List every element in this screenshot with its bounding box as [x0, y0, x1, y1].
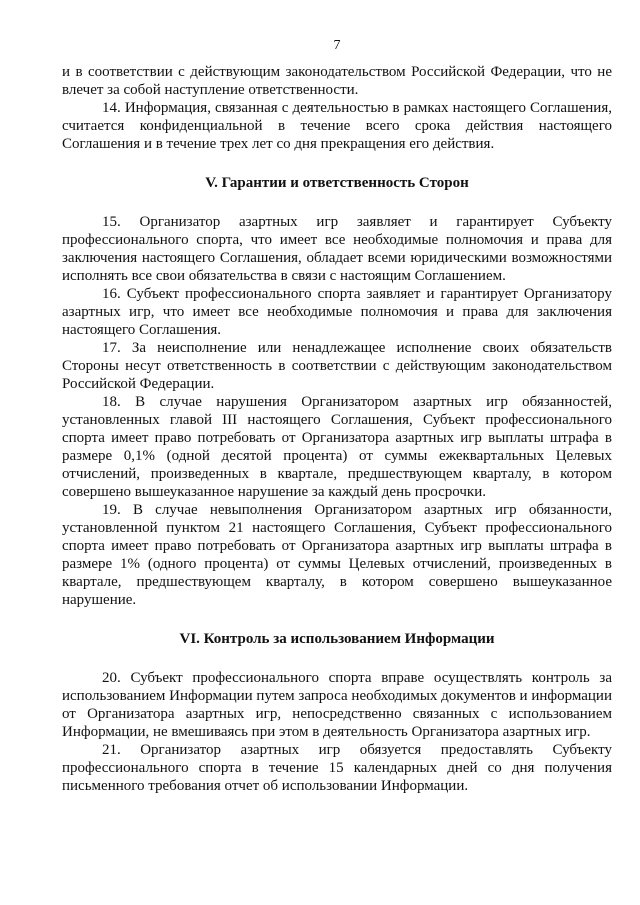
- section-5-heading: V. Гарантии и ответственность Сторон: [205, 175, 469, 191]
- page-number: 7: [333, 38, 341, 53]
- section-6-heading: VI. Контроль за использованием Информации: [179, 631, 495, 647]
- paragraph-19: 19. В случае невыполнения Организатором азартных игр обязанности, установленной пунктом 21 настоящего Соглашения, Субъект профессионального спорта имеет право потребовать от Организатора азартных игр выплаты штрафа в размере 1% (одного процента) от суммы Целевых отчислений, произведенных в квартале, предшествующем кварталу, в котором совершено вышеуказанное нарушение.: [62, 502, 612, 608]
- document-page: [62, 38, 612, 795]
- paragraph-15: 15. Организатор азартных игр заявляет и гарантирует Субъекту профессионального спорта, что имеет все необходимые полномочия и права для заключения настоящего Соглашения, обладает всеми юридическими возможностями исполнять все свои обязательства в связи с настоящим Соглашением.: [62, 214, 612, 284]
- paragraph-14: 14. Информация, связанная с деятельностью в рамках настоящего Соглашения, считается конфиденциальной в течение всего срока действия настоящего Соглашения и в течение трех лет со дня прекращения его действия.: [62, 100, 612, 152]
- paragraph-21: 21. Организатор азартных игр обязуется предоставлять Субъекту профессионального спорта в течение 15 календарных дней со дня получения письменного требования отчет об использовании Информации.: [62, 742, 612, 794]
- paragraph-17: 17. За неисполнение или ненадлежащее исполнение своих обязательств Стороны несут ответственность в соответствии с действующим законодательством Российской Федерации.: [62, 340, 612, 392]
- paragraph-16: 16. Субъект профессионального спорта заявляет и гарантирует Организатору азартных игр, что имеет все необходимые полномочия и права для заключения настоящего Соглашения.: [62, 286, 612, 338]
- paragraph-20: 20. Субъект профессионального спорта вправе осуществлять контроль за использованием Информации путем запроса необходимых документов и информации от Организатора азартных игр, непосредственно связанных с использованием Информации, не вмешиваясь при этом в деятельность Организатора азартных игр.: [62, 670, 612, 740]
- paragraph-18: 18. В случае нарушения Организатором азартных игр обязанностей, установленных главой III настоящего Соглашения, Субъект профессионального спорта имеет право потребовать от Организатора азартных игр выплаты штрафа в размере 0,1% (одной десятой процента) от суммы ежеквартальных Целевых отчислений, произведенных в квартале, предшествующем кварталу, в котором совершено вышеуказанное нарушение за каждый день просрочки.: [62, 394, 612, 500]
- paragraph-continuation: и в соответствии с действующим законодательством Российской Федерации, что не влечет за собой наступление ответственности.: [62, 64, 612, 98]
